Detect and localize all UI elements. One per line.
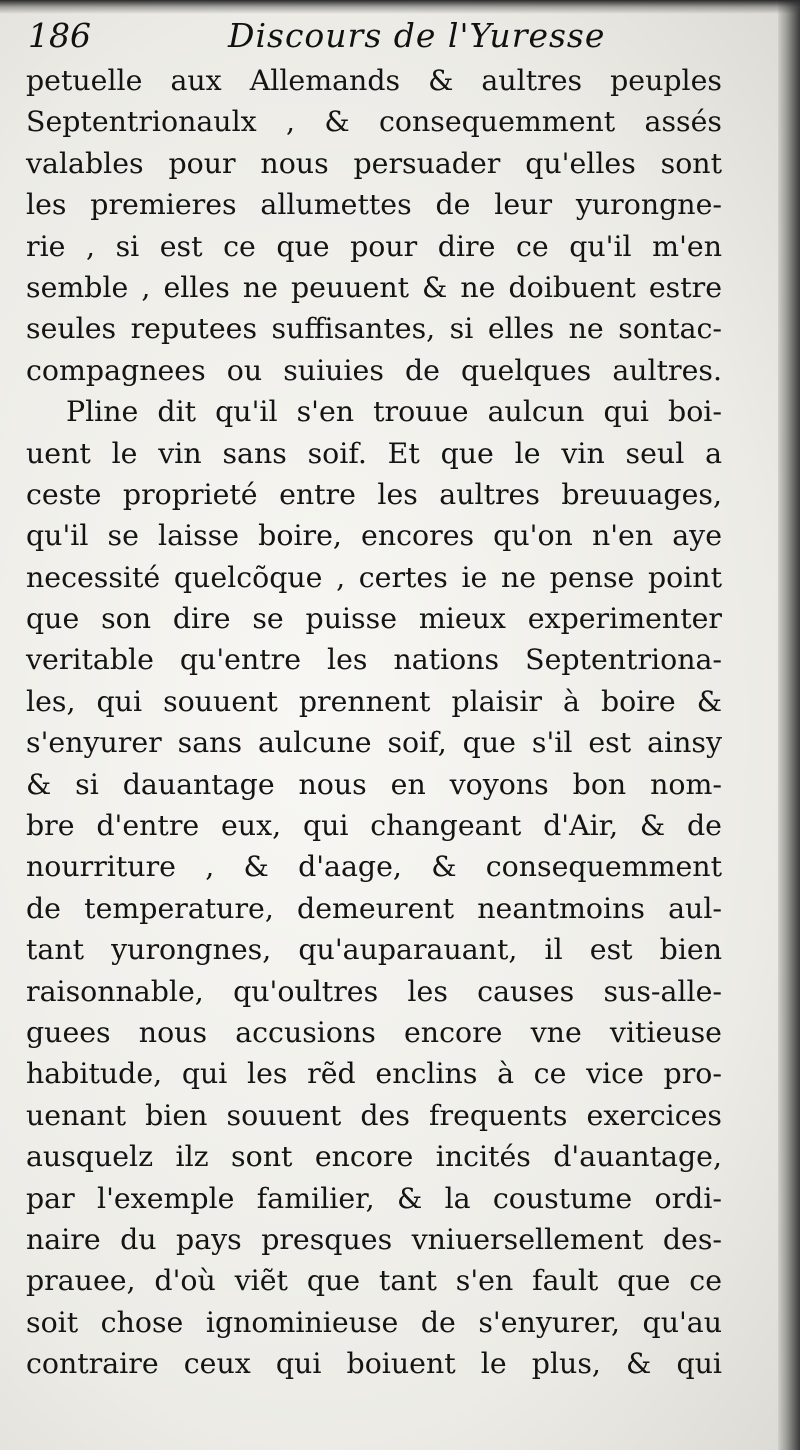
text-line: uenant bien souuent des frequents exercices <box>26 1098 722 1132</box>
text-line: rie , si est ce que pour dire ce qu'il m'en <box>26 229 722 263</box>
page-header <box>28 14 748 62</box>
text-line: necessité quelcõque , certes ie ne pense point <box>26 560 722 594</box>
top-edge-shadow <box>0 0 800 14</box>
text-line: Pline dit qu'il s'en trouue aulcun qui boi- <box>66 395 722 429</box>
text-line: tant yurongnes, qu'auparauant, il est bien <box>26 933 722 967</box>
text-line: uent le vin sans soif. Et que le vin seul a <box>26 436 722 470</box>
text-line: ceste proprieté entre les aultres breuuages, <box>26 477 722 511</box>
text-line: que son dire se puisse mieux experimenter <box>26 602 722 636</box>
text-line: bre d'entre eux, qui changeant d'Air, & de <box>26 809 722 843</box>
text-line: veritable qu'entre les nations Septentriona- <box>26 643 722 677</box>
text-line: naire du pays presques vniuersellement des- <box>26 1222 722 1256</box>
text-line: nourriture , & d'aage, & consequemment <box>26 850 722 884</box>
text-line: compagnees ou suiuies de quelques aultres. <box>26 353 722 387</box>
text-line: soit chose ignominieuse de s'enyurer, qu'au <box>26 1305 722 1339</box>
text-line: les, qui souuent prennent plaisir à boire & <box>26 684 722 718</box>
text-line: contraire ceux qui boiuent le plus, & qui <box>26 1347 722 1381</box>
text-line: seules reputees suffisantes, si elles ne sontac- <box>26 312 722 346</box>
text-line: guees nous accusions encore vne vitieuse <box>26 1015 722 1049</box>
text-line: valables pour nous persuader qu'elles sont <box>26 146 722 180</box>
text-line: prauee, d'où viẽt que tant s'en fault que ce <box>26 1264 722 1298</box>
text-line: petuelle aux Allemands & aultres peuples <box>26 64 722 97</box>
page-number: 186 <box>28 16 91 55</box>
text-line: de temperature, demeurent neantmoins aul- <box>26 891 722 925</box>
text-line: raisonnable, qu'oultres les causes sus-alle- <box>26 974 722 1008</box>
running-title: Discours de l'Yuresse <box>228 16 606 55</box>
page-edge-shadow <box>778 0 800 1450</box>
text-line: ausquelz ilz sont encore incités d'auantage, <box>26 1140 722 1174</box>
body-text <box>26 60 722 1385</box>
text-line: qu'il se laisse boire, encores qu'on n'en aye <box>26 519 722 553</box>
text-line: par l'exemple familier, & la coustume ordi- <box>26 1181 722 1215</box>
text-line: les premieres allumettes de leur yurongne- <box>26 188 722 222</box>
text-line: semble , elles ne peuuent & ne doibuent estre <box>26 270 722 304</box>
text-line: s'enyurer sans aulcune soif, que s'il est ainsy <box>26 726 722 760</box>
text-line: habitude, qui les rẽd enclins à ce vice pro- <box>26 1057 722 1091</box>
text-line: Septentrionaulx , & consequemment assés <box>26 105 722 139</box>
text-line: & si dauantage nous en voyons bon nom- <box>26 767 722 801</box>
